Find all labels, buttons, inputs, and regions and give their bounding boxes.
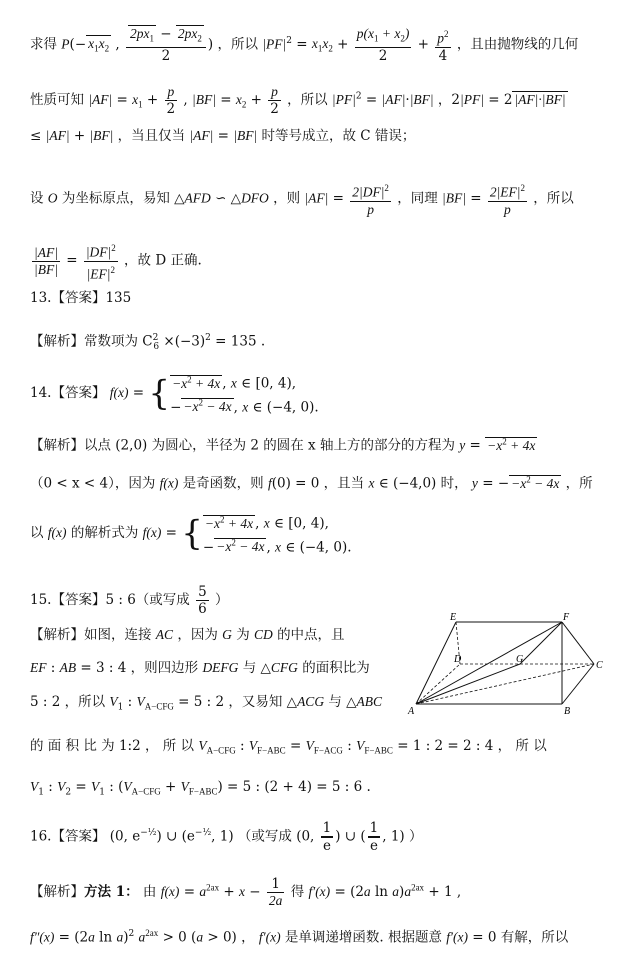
label-a: A	[408, 706, 415, 717]
q16-solution-2: f″(x) = (2a ln a)$^2$ $a^{2ax} > 0$ (a > 0) ， f′(x) 是单调递增函数. 根据题意 f′(x) = 0 有解，所以	[30, 928, 569, 946]
q15-solution-4: 的 面 积 比 为 1:2 ， 所 以 $V_{A-CFG}$ : $V_{F-ABC} = V_{F-ACG}$ : $V_{F-ABC} = 1$ : 2 = 2 : 4 ， 所 以	[30, 738, 547, 756]
edge-ad	[416, 664, 460, 704]
edge-bc	[562, 664, 594, 704]
q14-solution-2: （0 < x < 4），因为 f(x) 是奇函数，则 f(0) = 0 ，且当 x ∈ (−4,0) 时， y = − $-x^2 - 4x$ ，所	[30, 474, 593, 492]
q16-answer: 16.【答案】 (0, $e^{-\frac{1}{2}}$) ∪ ($e^{-\frac{1}{2}}$, 1) （或写成 (0, $\frac{1}{e}$ ) ∪ ( $\frac{1}{e}$ , 1) ）	[30, 820, 423, 854]
q13-solution: 【解析】常数项为 $C^2_6 \times(-3)^2 = 135$ .	[30, 333, 266, 353]
text-line-4: 设 O 为坐标原点，易知 △AFD ∽ △DFO ，则 |AF| = $\frac{2|DF|^2}{p}$ ，同理 |BF| = $\frac{2|EF|^2}{p}$ ，所以	[30, 180, 574, 218]
text-line-5: $\frac{|AF|}{|BF|}$ = $\frac{|DF|^2}{|EF|^2}$ ，故 D 正确.	[30, 240, 202, 282]
label-g: G	[516, 654, 524, 665]
text-line-1: 求得 $P(- x_1x_2$ , $\frac{2px_1 - 2px_2}{2}$ ) ，所以 $|PF|^2 = x_1x_2$ + $\frac{p(x_1 + x_2)}{2}$ + $\frac{p^2}{4}$ ，且由抛物线的几何	[30, 26, 579, 64]
q15-solution-3: 5 : 2 ，所以 $V_1$ : $V_{A-CFG} = 5$ : 2 ，又易知 △ACG 与 △ABC	[30, 694, 383, 713]
label-c: C	[596, 660, 603, 671]
q14-answer: 14.【答案】 f(x) = { $-x^2 + 4x$ , x ∈ [0, 4), − $-x^2 - 4x$ , x ∈ (−4, 0).	[30, 373, 319, 415]
edge-fc	[562, 622, 594, 664]
q15-solution-5: $V_1$ : $V_2 = V_1$ : $(V_{A-CFG} + V_{F-ABC}) = 5$ : (2 + 4) = 5 : 6 .	[30, 779, 371, 798]
label-e: E	[450, 612, 457, 623]
edge-af	[416, 622, 562, 704]
text-line-2: 性质可知 $|AF| = x_1$ + $\frac{p}{2}$ , $|BF| = x_2$ + $\frac{p}{2}$ ，所以 $|PF|^2 = |AF|\cdot|BF|$ ，2|PF| = 2 |AF|·|BF|	[30, 84, 566, 117]
q16-solution-1: 【解析】方法 1： 由 $f(x) = a^{2ax} + x$ − $\frac{1}{2a}$ 得 f′(x) = (2a $\ln a)a^{2ax} + 1$ ,	[30, 876, 462, 908]
label-d: D	[454, 654, 462, 665]
text-line-3: ≤ |AF| + |BF| ，当且仅当 |AF| = |BF| 时等号成立，故 C 错误；	[30, 128, 416, 144]
q14-solution-1: 【解析】以点 (2,0) 为圆心，半径为 2 的圆在 x 轴上方的部分的方程为 $y = -x^2 + 4x$	[30, 436, 536, 454]
q15-answer: 15.【答案】5 : 6（或写成 $\frac{5}{6}$ ）	[30, 584, 229, 617]
edge-gf	[520, 622, 562, 664]
edge-ae	[416, 622, 456, 704]
label-f: F	[563, 612, 570, 623]
q15-geometry-figure	[400, 612, 610, 720]
q14-solution-3: 以 f(x) 的解析式为 f(x) = { $-x^2 + 4x$ , x ∈ [0, 4), − $-x^2 - 4x$ , x ∈ (−4, 0).	[30, 513, 352, 555]
q15-solution-2: EF : AB = 3 : 4 ，则四边形 DEFG 与 △CFG 的面积比为	[30, 660, 370, 676]
label-b: B	[564, 706, 571, 717]
q15-solution-1: 【解析】如图，连接 AC ，因为 G 为 CD 的中点，且	[30, 627, 345, 643]
q13-answer: 13.【答案】135	[30, 290, 132, 306]
